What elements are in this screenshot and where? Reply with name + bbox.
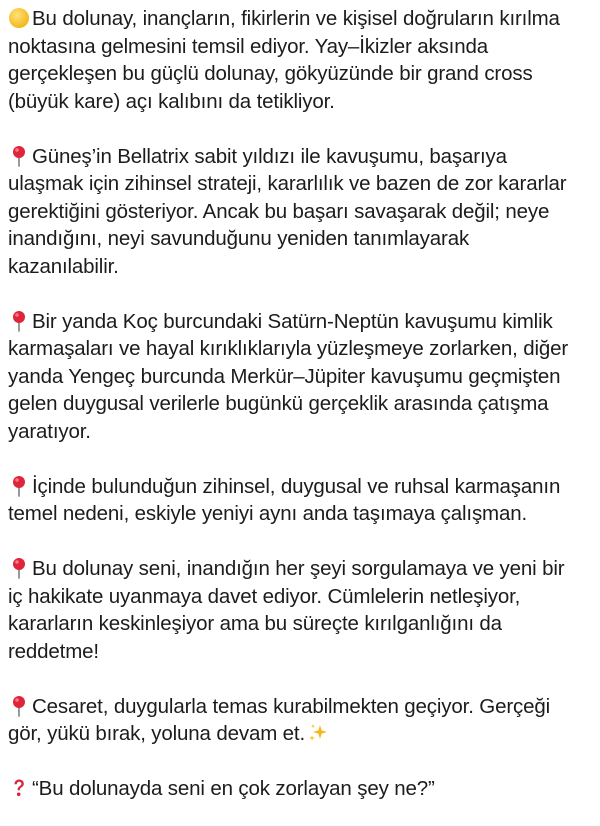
- paragraph-gap: [8, 665, 586, 693]
- text-line: inandığını, neyi savunduğunu yeniden tanımlayarak: [8, 227, 470, 250]
- text-line-content: Güneş’in Bellatrix sabit yıldızı ile kavuşumu, başarıya: [32, 144, 507, 168]
- paragraph-question: [8, 775, 586, 803]
- text-line: kazanılabilir.: [8, 254, 119, 278]
- text-line: [8, 5, 586, 33]
- paragraph-inner-chaos: [8, 473, 586, 528]
- text-line-content: “Bu dolunayda seni en çok zorlayan şey ne?”: [32, 777, 435, 800]
- text-line: [8, 775, 586, 803]
- paragraph-courage: [8, 693, 586, 748]
- text-line-content: Bu dolunay, inançların, fikirlerin ve kişisel doğruların kırılma: [32, 7, 560, 30]
- red-question-mark-icon: [8, 777, 30, 799]
- paragraph-sun-bellatrix: [8, 143, 586, 281]
- text-line-content: İçinde bulunduğun zihinsel, duygusal ve ruhsal karmaşanın: [32, 474, 561, 498]
- text-line: reddetme!: [8, 639, 99, 663]
- round-pushpin-icon: [8, 475, 30, 497]
- text-line: (büyük kare) açı kalıbını da tetikliyor.: [8, 89, 335, 113]
- text-line: [8, 693, 586, 721]
- text-line: [8, 720, 586, 748]
- text-line-content: Bu dolunay seni, inandığın her şeyi sorgulamaya ve yeni bir: [32, 557, 565, 580]
- paragraph-full-moon-intro: [8, 5, 586, 115]
- text-line: [8, 308, 586, 336]
- text-line: noktasına gelmesini temsil ediyor. Yay–İkizler aksında: [8, 34, 488, 58]
- paragraph-gap: [8, 528, 586, 556]
- text-line: karmaşaları ve hayal kırıklıklarıyla yüzleşmeye zorlarken, diğer: [8, 337, 569, 360]
- paragraph-gap: [8, 748, 586, 776]
- text-line: gerçekleşen bu güçlü dolunay, gökyüzünde bir grand cross: [8, 62, 533, 85]
- text-line-content: gör, yükü bırak, yoluna devam et.: [8, 722, 306, 745]
- text-line: temel nedeni, eskiyle yeniyi aynı anda taşımaya çalışman.: [8, 502, 528, 525]
- round-pushpin-icon: [8, 310, 30, 332]
- round-pushpin-icon: [8, 557, 30, 579]
- text-line: [8, 473, 586, 501]
- text-line: yaratıyor.: [8, 419, 91, 443]
- round-pushpin-icon: [8, 695, 30, 717]
- paragraph-gap: [8, 445, 586, 473]
- text-line: gerektiğini gösteriyor. Ancak bu başarı savaşarak değil; neye: [8, 199, 550, 223]
- text-line-content: Bir yanda Koç burcundaki Satürn-Neptün kavuşumu kimlik: [32, 309, 553, 333]
- paragraph-gap: [8, 115, 586, 143]
- paragraph-invitation: [8, 555, 586, 665]
- text-line: yanda Yengeç burcunda Merkür–Jüpiter kavuşumu geçmişten: [8, 364, 561, 388]
- yellow-circle-emoji-icon: [8, 7, 30, 29]
- sparkles-icon: [307, 722, 329, 744]
- text-line-content: Cesaret, duygularla temas kurabilmekten geçiyor. Gerçeği: [32, 694, 551, 718]
- text-line: iç hakikate uyanmaya davet ediyor. Cümlelerin netleşiyor,: [8, 584, 521, 608]
- round-pushpin-icon: [8, 145, 30, 167]
- text-line: [8, 555, 586, 583]
- text-line: [8, 143, 586, 171]
- text-line: gelen duygusal verilerle bugünkü gerçeklik arasında çatışma: [8, 392, 549, 415]
- paragraph-saturn-neptune: [8, 308, 586, 446]
- paragraph-gap: [8, 280, 586, 308]
- text-line: ulaşmak için zihinsel strateji, kararlılık ve bazen de zor kararlar: [8, 172, 567, 195]
- text-line: kararların keskinleşiyor ama bu süreçte kırılganlığını da: [8, 612, 502, 635]
